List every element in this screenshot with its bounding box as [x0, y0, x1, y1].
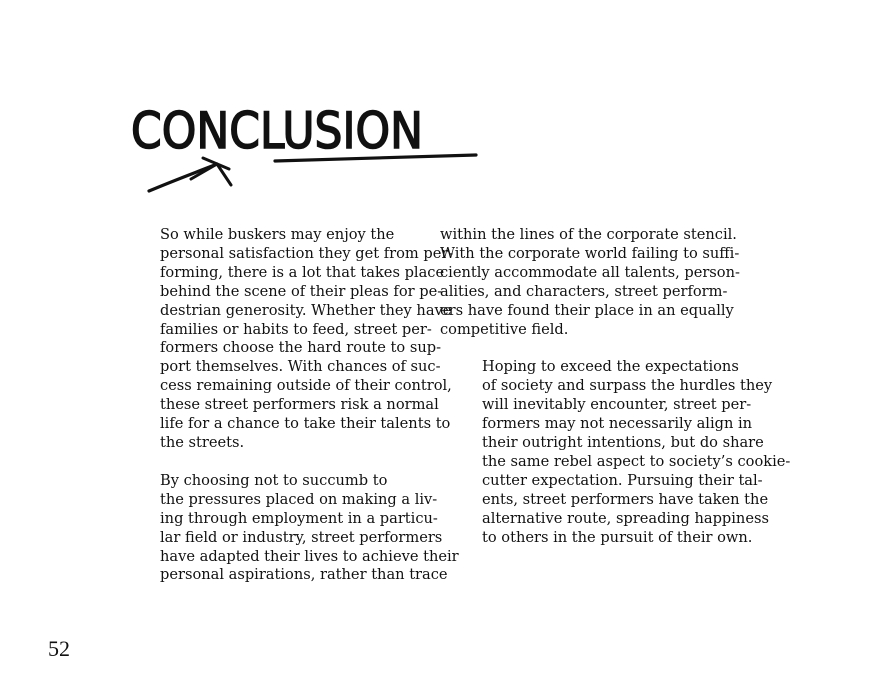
text-line: formers choose the hard route to sup-: [160, 339, 442, 357]
text-line: life for a chance to take their talents to: [160, 415, 451, 433]
text-line: within the lines of the corporate stencil.: [440, 226, 737, 243]
text-line: the streets.: [160, 433, 245, 451]
text-line: their outright intentions, but do share: [482, 434, 764, 452]
text-line: ents, street performers have taken the: [482, 490, 769, 508]
text-line: lar field or industry, street performers: [160, 528, 443, 546]
text-line: Hoping to exceed the expectations: [482, 358, 739, 376]
text-line: to others in the pursuit of their own.: [482, 528, 753, 546]
text-line: cutter expectation. Pursuing their tal-: [482, 471, 763, 489]
body-column-right: [440, 226, 791, 567]
text-line: cess remaining outside of their control,: [160, 377, 452, 395]
text-line: competitive field.: [440, 320, 569, 338]
paragraph: [118, 226, 454, 453]
text-line: the pressures placed on making a liv-: [160, 490, 438, 508]
heading-underline-tail: [149, 164, 217, 191]
text-line: personal satisfaction they get from per-: [160, 244, 454, 262]
text-line: port themselves. With chances of suc-: [160, 358, 441, 376]
section-heading: [125, 95, 485, 200]
text-line: By choosing not to succumb to: [160, 471, 388, 489]
paragraph: [118, 471, 459, 585]
text-line: have adapted their lives to achieve their: [160, 547, 459, 565]
text-line: of society and surpass the hurdles they: [482, 377, 773, 395]
page-number: 52: [48, 636, 70, 661]
paragraph: [440, 358, 791, 547]
text-line: alternative route, spreading happiness: [482, 509, 769, 527]
text-line: ing through employment in a particu-: [160, 509, 438, 527]
heading-title: CONCLUSION: [131, 102, 423, 160]
text-line: ciently accommodate all talents, person-: [440, 263, 740, 281]
heading-lettering: [125, 95, 485, 200]
body-column-left: [118, 226, 459, 604]
text-line: families or habits to feed, street per-: [160, 320, 432, 338]
text-line: the same rebel aspect to society’s cookie-: [482, 452, 791, 470]
text-line: alities, and characters, street perform-: [440, 282, 728, 300]
text-line: forming, there is a lot that takes place: [160, 263, 445, 281]
text-line: destrian generosity. Whether they have: [160, 301, 452, 319]
text-line: With the corporate world failing to suffi-: [440, 244, 740, 262]
text-line: So while buskers may enjoy the: [160, 226, 395, 243]
paragraph-continued: [440, 226, 762, 339]
text-line: behind the scene of their pleas for pe-: [160, 282, 443, 300]
text-line: will inevitably encounter, street per-: [482, 396, 752, 414]
text-line: formers may not necessarily align in: [482, 415, 753, 433]
text-line: these street performers risk a normal: [160, 396, 439, 414]
text-line: ers have found their place in an equally: [440, 301, 734, 319]
text-line: personal aspirations, rather than trace: [160, 566, 448, 584]
